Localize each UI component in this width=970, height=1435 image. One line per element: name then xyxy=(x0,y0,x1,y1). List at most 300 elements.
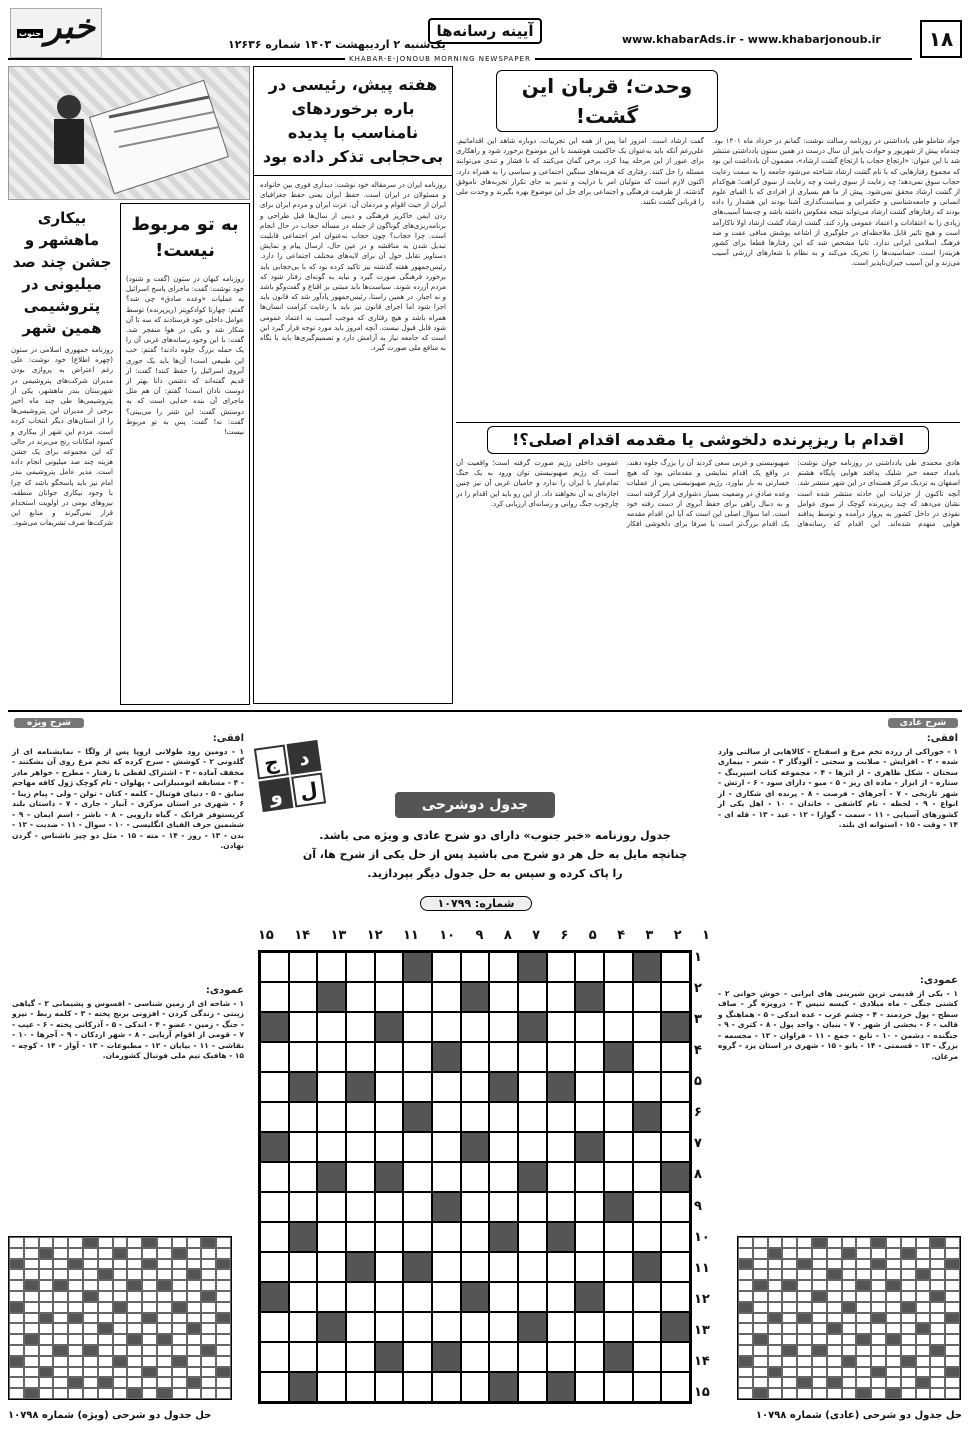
grid-cell[interactable] xyxy=(661,982,690,1012)
grid-cell[interactable] xyxy=(489,1312,518,1342)
grid-cell xyxy=(157,1259,172,1270)
grid-row-number: ۱۵ xyxy=(694,1384,710,1400)
grid-cell[interactable] xyxy=(289,1042,318,1072)
grid-cell[interactable] xyxy=(432,1282,461,1312)
crossword-grid[interactable] xyxy=(258,950,692,1404)
grid-cell[interactable] xyxy=(289,1312,318,1342)
grid-cell[interactable] xyxy=(289,1342,318,1372)
grid-block-cell xyxy=(661,1162,690,1192)
grid-cell xyxy=(157,1356,172,1367)
grid-cell xyxy=(871,1302,886,1313)
grid-cell[interactable] xyxy=(575,1072,604,1102)
grid-cell[interactable] xyxy=(518,1192,547,1222)
grid-cell xyxy=(856,1269,871,1280)
grid-cell[interactable] xyxy=(317,1342,346,1372)
grid-cell[interactable] xyxy=(489,1132,518,1162)
grid-cell[interactable] xyxy=(461,1342,490,1372)
grid-cell xyxy=(901,1269,916,1280)
grid-cell xyxy=(127,1377,142,1388)
grid-cell xyxy=(24,1291,39,1302)
grid-cell[interactable] xyxy=(661,1042,690,1072)
grid-cell[interactable] xyxy=(575,952,604,982)
grid-cell[interactable] xyxy=(260,1372,289,1402)
grid-cell xyxy=(827,1367,842,1378)
grid-cell xyxy=(856,1291,871,1302)
grid-cell[interactable] xyxy=(661,1372,690,1402)
grid-cell[interactable] xyxy=(604,1252,633,1282)
grid-cell xyxy=(216,1237,231,1248)
grid-cell[interactable] xyxy=(317,1222,346,1252)
grid-cell[interactable] xyxy=(518,1282,547,1312)
crossword-logo xyxy=(254,740,326,812)
grid-block-cell xyxy=(633,1102,662,1132)
grid-cell xyxy=(782,1388,797,1399)
grid-cell[interactable] xyxy=(633,1132,662,1162)
grid-cell[interactable] xyxy=(575,1102,604,1132)
grid-cell xyxy=(738,1269,753,1280)
grid-cell[interactable] xyxy=(604,982,633,1012)
grid-cell[interactable] xyxy=(289,982,318,1012)
grid-cell xyxy=(39,1323,54,1334)
grid-cell[interactable] xyxy=(547,1282,576,1312)
grid-cell[interactable] xyxy=(633,1192,662,1222)
grid-cell xyxy=(901,1334,916,1345)
grid-cell[interactable] xyxy=(518,982,547,1012)
grid-cell[interactable] xyxy=(633,982,662,1012)
grid-cell[interactable] xyxy=(432,1222,461,1252)
grid-cell[interactable] xyxy=(489,1102,518,1132)
grid-cell xyxy=(856,1367,871,1378)
grid-cell[interactable] xyxy=(403,1222,432,1252)
grid-cell[interactable] xyxy=(547,1312,576,1342)
grid-cell[interactable] xyxy=(375,1222,404,1252)
grid-column-number: ۱۲ xyxy=(366,928,383,943)
grid-cell xyxy=(53,1237,68,1248)
grid-cell[interactable] xyxy=(346,1042,375,1072)
grid-cell[interactable] xyxy=(346,1132,375,1162)
grid-cell xyxy=(812,1313,827,1324)
grid-cell[interactable] xyxy=(432,952,461,982)
grid-cell xyxy=(201,1302,216,1313)
grid-cell[interactable] xyxy=(575,1222,604,1252)
grid-cell[interactable] xyxy=(661,1252,690,1282)
grid-cell[interactable] xyxy=(289,1132,318,1162)
grid-cell[interactable] xyxy=(289,1252,318,1282)
grid-cell[interactable] xyxy=(547,1342,576,1372)
grid-cell[interactable] xyxy=(604,1132,633,1162)
grid-cell xyxy=(797,1280,812,1291)
grid-cell[interactable] xyxy=(375,1252,404,1282)
grid-cell xyxy=(24,1323,39,1334)
grid-cell[interactable] xyxy=(432,1372,461,1402)
grid-cell xyxy=(216,1334,231,1345)
grid-cell[interactable] xyxy=(604,1072,633,1102)
grid-cell[interactable] xyxy=(375,1042,404,1072)
grid-cell[interactable] xyxy=(547,1102,576,1132)
grid-cell[interactable] xyxy=(489,1192,518,1222)
grid-cell[interactable] xyxy=(403,1072,432,1102)
grid-cell[interactable] xyxy=(604,1282,633,1312)
grid-cell xyxy=(98,1280,113,1291)
grid-cell xyxy=(768,1356,783,1367)
grid-cell[interactable] xyxy=(317,1042,346,1072)
grid-cell[interactable] xyxy=(432,1072,461,1102)
grid-cell[interactable] xyxy=(661,1282,690,1312)
grid-cell xyxy=(9,1269,24,1280)
grid-cell[interactable] xyxy=(317,952,346,982)
grid-cell[interactable] xyxy=(489,1342,518,1372)
grid-cell xyxy=(886,1313,901,1324)
grid-cell[interactable] xyxy=(547,982,576,1012)
grid-cell[interactable] xyxy=(633,1372,662,1402)
grid-cell[interactable] xyxy=(346,1372,375,1402)
grid-cell[interactable] xyxy=(260,1102,289,1132)
grid-cell[interactable] xyxy=(461,952,490,982)
grid-cell[interactable] xyxy=(461,1102,490,1132)
grid-cell[interactable] xyxy=(575,1192,604,1222)
grid-cell[interactable] xyxy=(461,1042,490,1072)
grid-cell[interactable] xyxy=(346,1312,375,1342)
grid-cell[interactable] xyxy=(432,1312,461,1342)
grid-cell[interactable] xyxy=(403,1162,432,1192)
grid-cell[interactable] xyxy=(346,982,375,1012)
grid-cell[interactable] xyxy=(260,1042,289,1072)
grid-cell[interactable] xyxy=(575,1372,604,1402)
grid-cell[interactable] xyxy=(604,1012,633,1042)
grid-cell[interactable] xyxy=(403,1012,432,1042)
grid-cell[interactable] xyxy=(661,1342,690,1372)
grid-cell[interactable] xyxy=(260,952,289,982)
grid-cell xyxy=(812,1259,827,1270)
grid-cell xyxy=(127,1356,142,1367)
grid-cell xyxy=(172,1269,187,1280)
grid-cell[interactable] xyxy=(260,982,289,1012)
grid-cell[interactable] xyxy=(633,1342,662,1372)
grid-cell xyxy=(768,1345,783,1356)
grid-cell[interactable] xyxy=(661,952,690,982)
grid-cell xyxy=(9,1377,24,1388)
special-across-title: افقی: xyxy=(212,733,244,744)
grid-block-cell xyxy=(39,1367,54,1378)
grid-cell[interactable] xyxy=(289,1012,318,1042)
grid-cell[interactable] xyxy=(260,1252,289,1282)
grid-cell xyxy=(753,1377,768,1388)
grid-cell[interactable] xyxy=(661,1072,690,1102)
grid-cell[interactable] xyxy=(375,952,404,982)
grid-cell[interactable] xyxy=(518,1252,547,1282)
grid-cell[interactable] xyxy=(289,952,318,982)
grid-cell[interactable] xyxy=(518,1342,547,1372)
grid-cell[interactable] xyxy=(518,1042,547,1072)
grid-cell[interactable] xyxy=(633,1012,662,1042)
grid-cell xyxy=(216,1323,231,1334)
grid-cell[interactable] xyxy=(432,1252,461,1282)
grid-cell[interactable] xyxy=(403,1312,432,1342)
grid-column-number: ۱۴ xyxy=(294,928,311,943)
grid-cell xyxy=(113,1377,128,1388)
grid-cell[interactable] xyxy=(403,1342,432,1372)
grid-cell xyxy=(127,1259,142,1270)
grid-cell xyxy=(53,1291,68,1302)
grid-cell xyxy=(39,1291,54,1302)
grid-cell[interactable] xyxy=(518,1072,547,1102)
grid-cell[interactable] xyxy=(661,1132,690,1162)
grid-cell[interactable] xyxy=(289,1282,318,1312)
grid-cell xyxy=(187,1367,202,1378)
grid-cell[interactable] xyxy=(518,1132,547,1162)
grid-cell xyxy=(827,1248,842,1259)
grid-cell[interactable] xyxy=(547,1042,576,1072)
grid-cell[interactable] xyxy=(317,1372,346,1402)
grid-cell[interactable] xyxy=(317,1102,346,1132)
grid-block-cell xyxy=(461,982,490,1012)
grid-cell[interactable] xyxy=(260,1192,289,1222)
grid-cell xyxy=(886,1237,901,1248)
grid-cell[interactable] xyxy=(575,1012,604,1042)
grid-cell[interactable] xyxy=(633,1312,662,1342)
grid-block-cell xyxy=(489,1372,518,1402)
grid-cell xyxy=(842,1237,857,1248)
grid-cell[interactable] xyxy=(604,1162,633,1192)
grid-cell[interactable] xyxy=(403,982,432,1012)
grid-cell[interactable] xyxy=(403,1282,432,1312)
grid-cell xyxy=(127,1302,142,1313)
grid-cell[interactable] xyxy=(432,982,461,1012)
grid-cell[interactable] xyxy=(518,1222,547,1252)
grid-cell xyxy=(201,1323,216,1334)
grid-cell xyxy=(797,1291,812,1302)
grid-block-cell xyxy=(83,1237,98,1248)
grid-cell[interactable] xyxy=(604,1312,633,1342)
grid-cell[interactable] xyxy=(575,1312,604,1342)
grid-cell xyxy=(24,1377,39,1388)
grid-cell[interactable] xyxy=(575,1252,604,1282)
grid-cell[interactable] xyxy=(403,1132,432,1162)
grid-cell xyxy=(886,1302,901,1313)
grid-cell xyxy=(856,1345,871,1356)
grid-cell[interactable] xyxy=(317,1132,346,1162)
grid-cell xyxy=(901,1323,916,1334)
grid-cell[interactable] xyxy=(346,952,375,982)
grid-block-cell xyxy=(172,1302,187,1313)
grid-cell[interactable] xyxy=(346,1282,375,1312)
grid-cell[interactable] xyxy=(403,1192,432,1222)
grid-cell[interactable] xyxy=(547,1162,576,1192)
grid-block-cell xyxy=(53,1345,68,1356)
grid-cell[interactable] xyxy=(575,1342,604,1372)
grid-cell[interactable] xyxy=(432,1132,461,1162)
grid-block-cell xyxy=(9,1302,24,1313)
grid-cell[interactable] xyxy=(289,1192,318,1222)
grid-cell[interactable] xyxy=(346,1102,375,1132)
grid-cell[interactable] xyxy=(633,1042,662,1072)
grid-cell[interactable] xyxy=(317,1012,346,1042)
grid-cell[interactable] xyxy=(461,1012,490,1042)
grid-block-cell xyxy=(604,1192,633,1222)
grid-block-cell xyxy=(945,1259,960,1270)
grid-cell[interactable] xyxy=(489,1252,518,1282)
grid-cell[interactable] xyxy=(375,1312,404,1342)
grid-cell[interactable] xyxy=(489,1012,518,1042)
grid-cell xyxy=(172,1291,187,1302)
grid-block-cell xyxy=(127,1334,142,1345)
grid-cell[interactable] xyxy=(604,1102,633,1132)
grid-cell[interactable] xyxy=(375,1192,404,1222)
grid-block-cell xyxy=(375,1012,404,1042)
grid-cell xyxy=(901,1345,916,1356)
grid-cell[interactable] xyxy=(375,982,404,1012)
grid-cell[interactable] xyxy=(432,1162,461,1192)
grid-row-number: ۴ xyxy=(694,1043,702,1059)
grid-cell xyxy=(738,1248,753,1259)
grid-cell[interactable] xyxy=(346,1012,375,1042)
crossword-intro: جدول روزنامه «خبر جنوب» دارای دو شرح عادی و ویژه می باشد. چنانچه مایل به حل هر دو شرح می باشید پس از حل یکی از شرح ها، آن را پاک کرده و سپس به حل جدول دیگر بپردازید. xyxy=(302,829,688,880)
grid-cell xyxy=(797,1237,812,1248)
grid-cell[interactable] xyxy=(489,1282,518,1312)
grid-cell xyxy=(187,1248,202,1259)
grid-cell xyxy=(797,1302,812,1313)
grid-cell[interactable] xyxy=(375,1282,404,1312)
grid-cell[interactable] xyxy=(317,1252,346,1282)
grid-cell[interactable] xyxy=(317,1072,346,1102)
ordinary-across-text: ۱ - خوراکی از زرده تخم مرغ و اسفناج - کالاهایی از سالنی وارد شده - ۲ - افزایش - صلابت و سختی - آلودگار ۳ - شعر - بیماری سختان - شکل ظاهری - از اثرها - ۴ - مجموعه کتاب اسپرینگ - ستاره - از ابزار - ماده ای ریز - ۵ - میو - دارای سود - ۶ - ارتش - شهر تاریخی - ۷ - آجرهای - فرصت - ۸ - پرنده ای شکاری - از انواع - ۹ - لحظه - نام کاشفی - خاندان - ۱۰ - اهل یکی از کشورهای آسیایی - ۱۱ - سمت - گوارا - ۱۲ - عید - ۱۳ - قله ای - ۱۴ - وقت - ۱۵ - استوانه ای بلند. xyxy=(718,746,959,829)
grid-cell xyxy=(83,1334,98,1345)
grid-block-cell xyxy=(768,1248,783,1259)
grid-cell[interactable] xyxy=(604,1372,633,1402)
grid-cell xyxy=(871,1377,886,1388)
grid-cell[interactable] xyxy=(489,982,518,1012)
grid-cell[interactable] xyxy=(661,1222,690,1252)
grid-column-number: ۱۵ xyxy=(258,928,274,943)
grid-cell[interactable] xyxy=(547,1252,576,1282)
grid-cell xyxy=(812,1280,827,1291)
grid-cell xyxy=(827,1291,842,1302)
grid-cell[interactable] xyxy=(661,1192,690,1222)
grid-cell xyxy=(916,1291,931,1302)
grid-cell xyxy=(98,1367,113,1378)
grid-column-number: ۶ xyxy=(560,928,569,943)
grid-cell[interactable] xyxy=(260,1342,289,1372)
grid-cell[interactable] xyxy=(547,1012,576,1042)
grid-block-cell xyxy=(375,1162,404,1192)
grid-cell xyxy=(945,1388,960,1399)
grid-cell[interactable] xyxy=(346,1162,375,1192)
grid-cell xyxy=(113,1367,128,1378)
grid-cell xyxy=(98,1313,113,1324)
grid-cell[interactable] xyxy=(289,1102,318,1132)
grid-cell[interactable] xyxy=(375,1132,404,1162)
grid-cell xyxy=(871,1345,886,1356)
grid-cell[interactable] xyxy=(461,1222,490,1252)
grid-block-cell xyxy=(871,1313,886,1324)
grid-cell[interactable] xyxy=(461,1162,490,1192)
grid-cell[interactable] xyxy=(575,1042,604,1072)
grid-cell xyxy=(782,1237,797,1248)
grid-cell[interactable] xyxy=(633,1222,662,1252)
grid-cell xyxy=(83,1377,98,1388)
grid-cell[interactable] xyxy=(547,952,576,982)
grid-cell xyxy=(842,1388,857,1399)
grid-cell xyxy=(768,1334,783,1345)
grid-cell[interactable] xyxy=(346,1192,375,1222)
grid-cell[interactable] xyxy=(575,1162,604,1192)
grid-cell[interactable] xyxy=(432,1102,461,1132)
grid-row-number: ۱۳ xyxy=(694,1322,710,1338)
grid-cell[interactable] xyxy=(432,1012,461,1042)
grid-cell[interactable] xyxy=(260,1222,289,1252)
grid-cell[interactable] xyxy=(489,952,518,982)
grid-cell[interactable] xyxy=(489,1042,518,1072)
grid-cell[interactable] xyxy=(661,1102,690,1132)
special-down-text: ۱ - شاخه ای از زمین شناسی - افسوس و پشیمانی ۲ - گیاهی زینتی - زندگی کردن - افزونی برنج پخته - ۳ - کلمه ربط - نیرو - جنگ - زمین - عضو - ۴ - اندکی - ۵ - آذرکانی پخته - ۶ - عیب - ۷ - قومی از اقوام آریایی - ۸ - شهر اردکان - ۹ - آجرها - ۱۰ - نقاشی - ۱۱ - بیابان - ۱۲ - مطبوعات - ۱۳ - آواز - ۱۴ - کوچه - ۱۵ - هافبک تیم ملی فوتبال کشورمان. xyxy=(12,998,245,1060)
grid-cell[interactable] xyxy=(461,1072,490,1102)
grid-cell xyxy=(753,1259,768,1270)
grid-cell xyxy=(68,1334,83,1345)
grid-cell xyxy=(842,1367,857,1378)
grid-cell xyxy=(83,1356,98,1367)
grid-cell[interactable] xyxy=(317,1282,346,1312)
grid-cell[interactable] xyxy=(375,1072,404,1102)
grid-cell[interactable] xyxy=(604,952,633,982)
grid-cell[interactable] xyxy=(547,1132,576,1162)
main-article-1-title: وحدت؛ قربان این گشت! xyxy=(496,70,718,132)
grid-cell xyxy=(142,1388,157,1399)
grid-cell xyxy=(738,1377,753,1388)
logo-sub: جنوب xyxy=(19,29,42,38)
grid-cell[interactable] xyxy=(633,1282,662,1312)
grid-cell[interactable] xyxy=(461,1312,490,1342)
grid-cell[interactable] xyxy=(461,1192,490,1222)
grid-cell[interactable] xyxy=(518,1372,547,1402)
grid-cell[interactable] xyxy=(403,1042,432,1072)
grid-cell xyxy=(9,1323,24,1334)
grid-cell xyxy=(24,1302,39,1313)
grid-cell[interactable] xyxy=(633,1162,662,1192)
grid-cell[interactable] xyxy=(403,1372,432,1402)
grid-cell xyxy=(856,1377,871,1388)
grid-cell[interactable] xyxy=(461,1372,490,1402)
grid-cell[interactable] xyxy=(346,1222,375,1252)
grid-cell xyxy=(113,1259,128,1270)
grid-cell[interactable] xyxy=(289,1162,318,1192)
grid-cell[interactable] xyxy=(375,1102,404,1132)
grid-cell[interactable] xyxy=(489,1162,518,1192)
grid-cell[interactable] xyxy=(260,1162,289,1192)
grid-cell xyxy=(842,1377,857,1388)
grid-block-cell xyxy=(886,1280,901,1291)
grid-cell[interactable] xyxy=(461,1252,490,1282)
grid-cell[interactable] xyxy=(346,1342,375,1372)
grid-cell xyxy=(738,1345,753,1356)
grid-cell[interactable] xyxy=(260,1072,289,1102)
grid-cell[interactable] xyxy=(604,1222,633,1252)
grid-block-cell xyxy=(260,1282,289,1312)
grid-cell xyxy=(842,1269,857,1280)
grid-block-cell xyxy=(753,1388,768,1399)
grid-block-cell xyxy=(930,1345,945,1356)
grid-cell[interactable] xyxy=(518,1102,547,1132)
grid-cell xyxy=(68,1291,83,1302)
grid-cell[interactable] xyxy=(317,1192,346,1222)
grid-cell[interactable] xyxy=(375,1372,404,1402)
grid-cell xyxy=(842,1345,857,1356)
grid-cell xyxy=(768,1377,783,1388)
grid-cell xyxy=(68,1302,83,1313)
grid-cell[interactable] xyxy=(633,1072,662,1102)
grid-cell xyxy=(98,1356,113,1367)
grid-cell[interactable] xyxy=(547,1192,576,1222)
grid-cell[interactable] xyxy=(260,1312,289,1342)
